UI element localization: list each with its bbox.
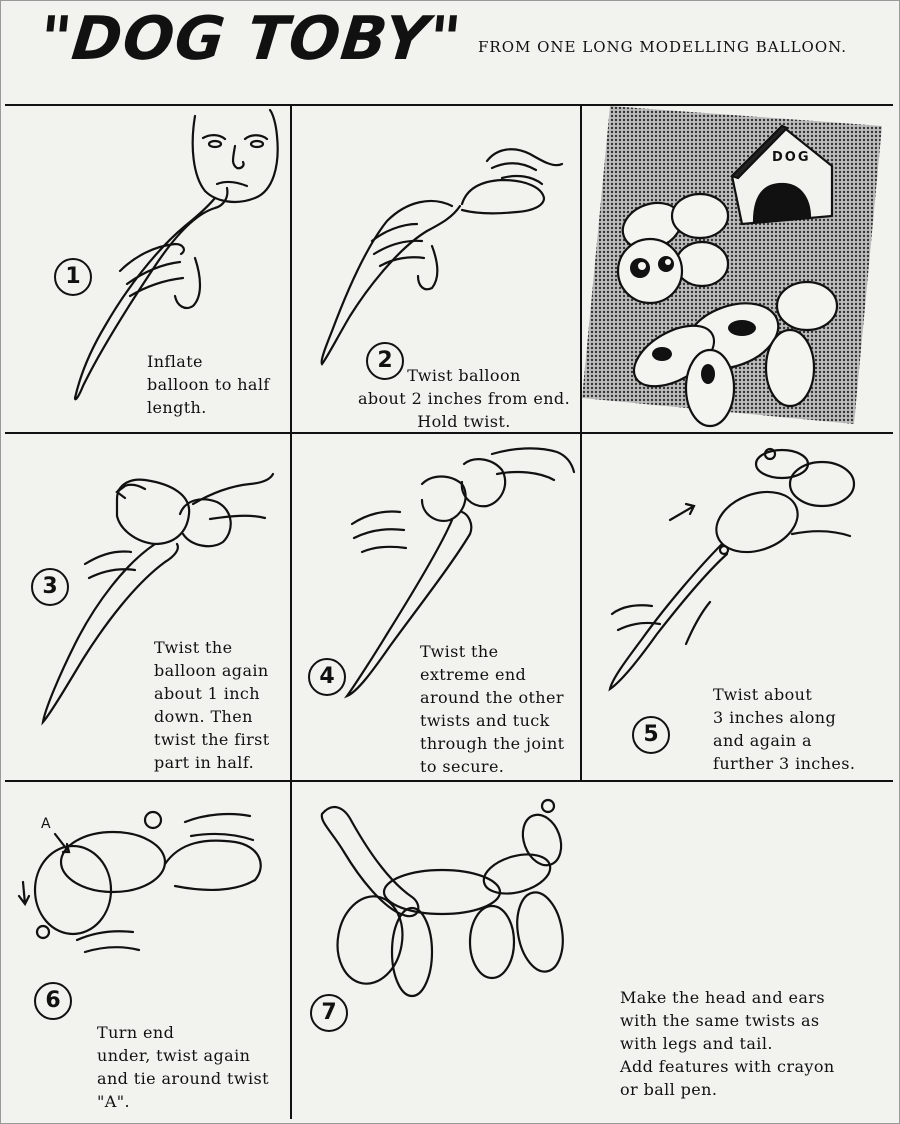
finished-dog-illustration [582,106,893,432]
step-2-panel [292,106,580,432]
step-4-text: Twist the extreme end around the other twists and tuck through the joint to secure. [420,642,565,776]
step-4-panel [292,434,580,780]
step-3-panel [5,434,290,780]
step-2-text: Twist balloon about 2 inches from end. Hold twist. [357,366,571,431]
twist-marker-a: A [41,816,51,832]
step-2-number: 2 [366,342,404,380]
step-6-number: 6 [34,982,72,1020]
finished-dog-panel [582,106,893,432]
step-5-panel [582,434,893,780]
step-1-number: 1 [54,258,92,296]
page-title: "DOG TOBY" [36,4,465,74]
step-1-panel [5,106,290,432]
step-5-text: Twist about 3 inches along and again a further 3 inches. [713,685,856,773]
step-5-number: 5 [632,716,670,754]
step-7-illustration [292,782,622,1002]
kennel-sign: DOG [772,150,811,165]
page-subtitle: FROM ONE LONG MODELLING BALLOON. [478,38,848,56]
step-3-number: 3 [31,568,69,606]
step-7-panel [292,782,893,1119]
step-3-text: Twist the balloon again about 1 inch down. Then twist the first part in half. [154,638,270,772]
step-6-panel [5,782,290,1119]
step-6-text: Turn end under, twist again and tie around twist "A". [97,1023,269,1111]
step-7-text: Make the head and ears with the same twists as with legs and tail. Add features with crayon or ball pen. [620,988,835,1099]
step-4-number: 4 [308,658,346,696]
step-1-text: Inflate balloon to half length. [147,352,270,417]
step-7-number: 7 [310,994,348,1032]
